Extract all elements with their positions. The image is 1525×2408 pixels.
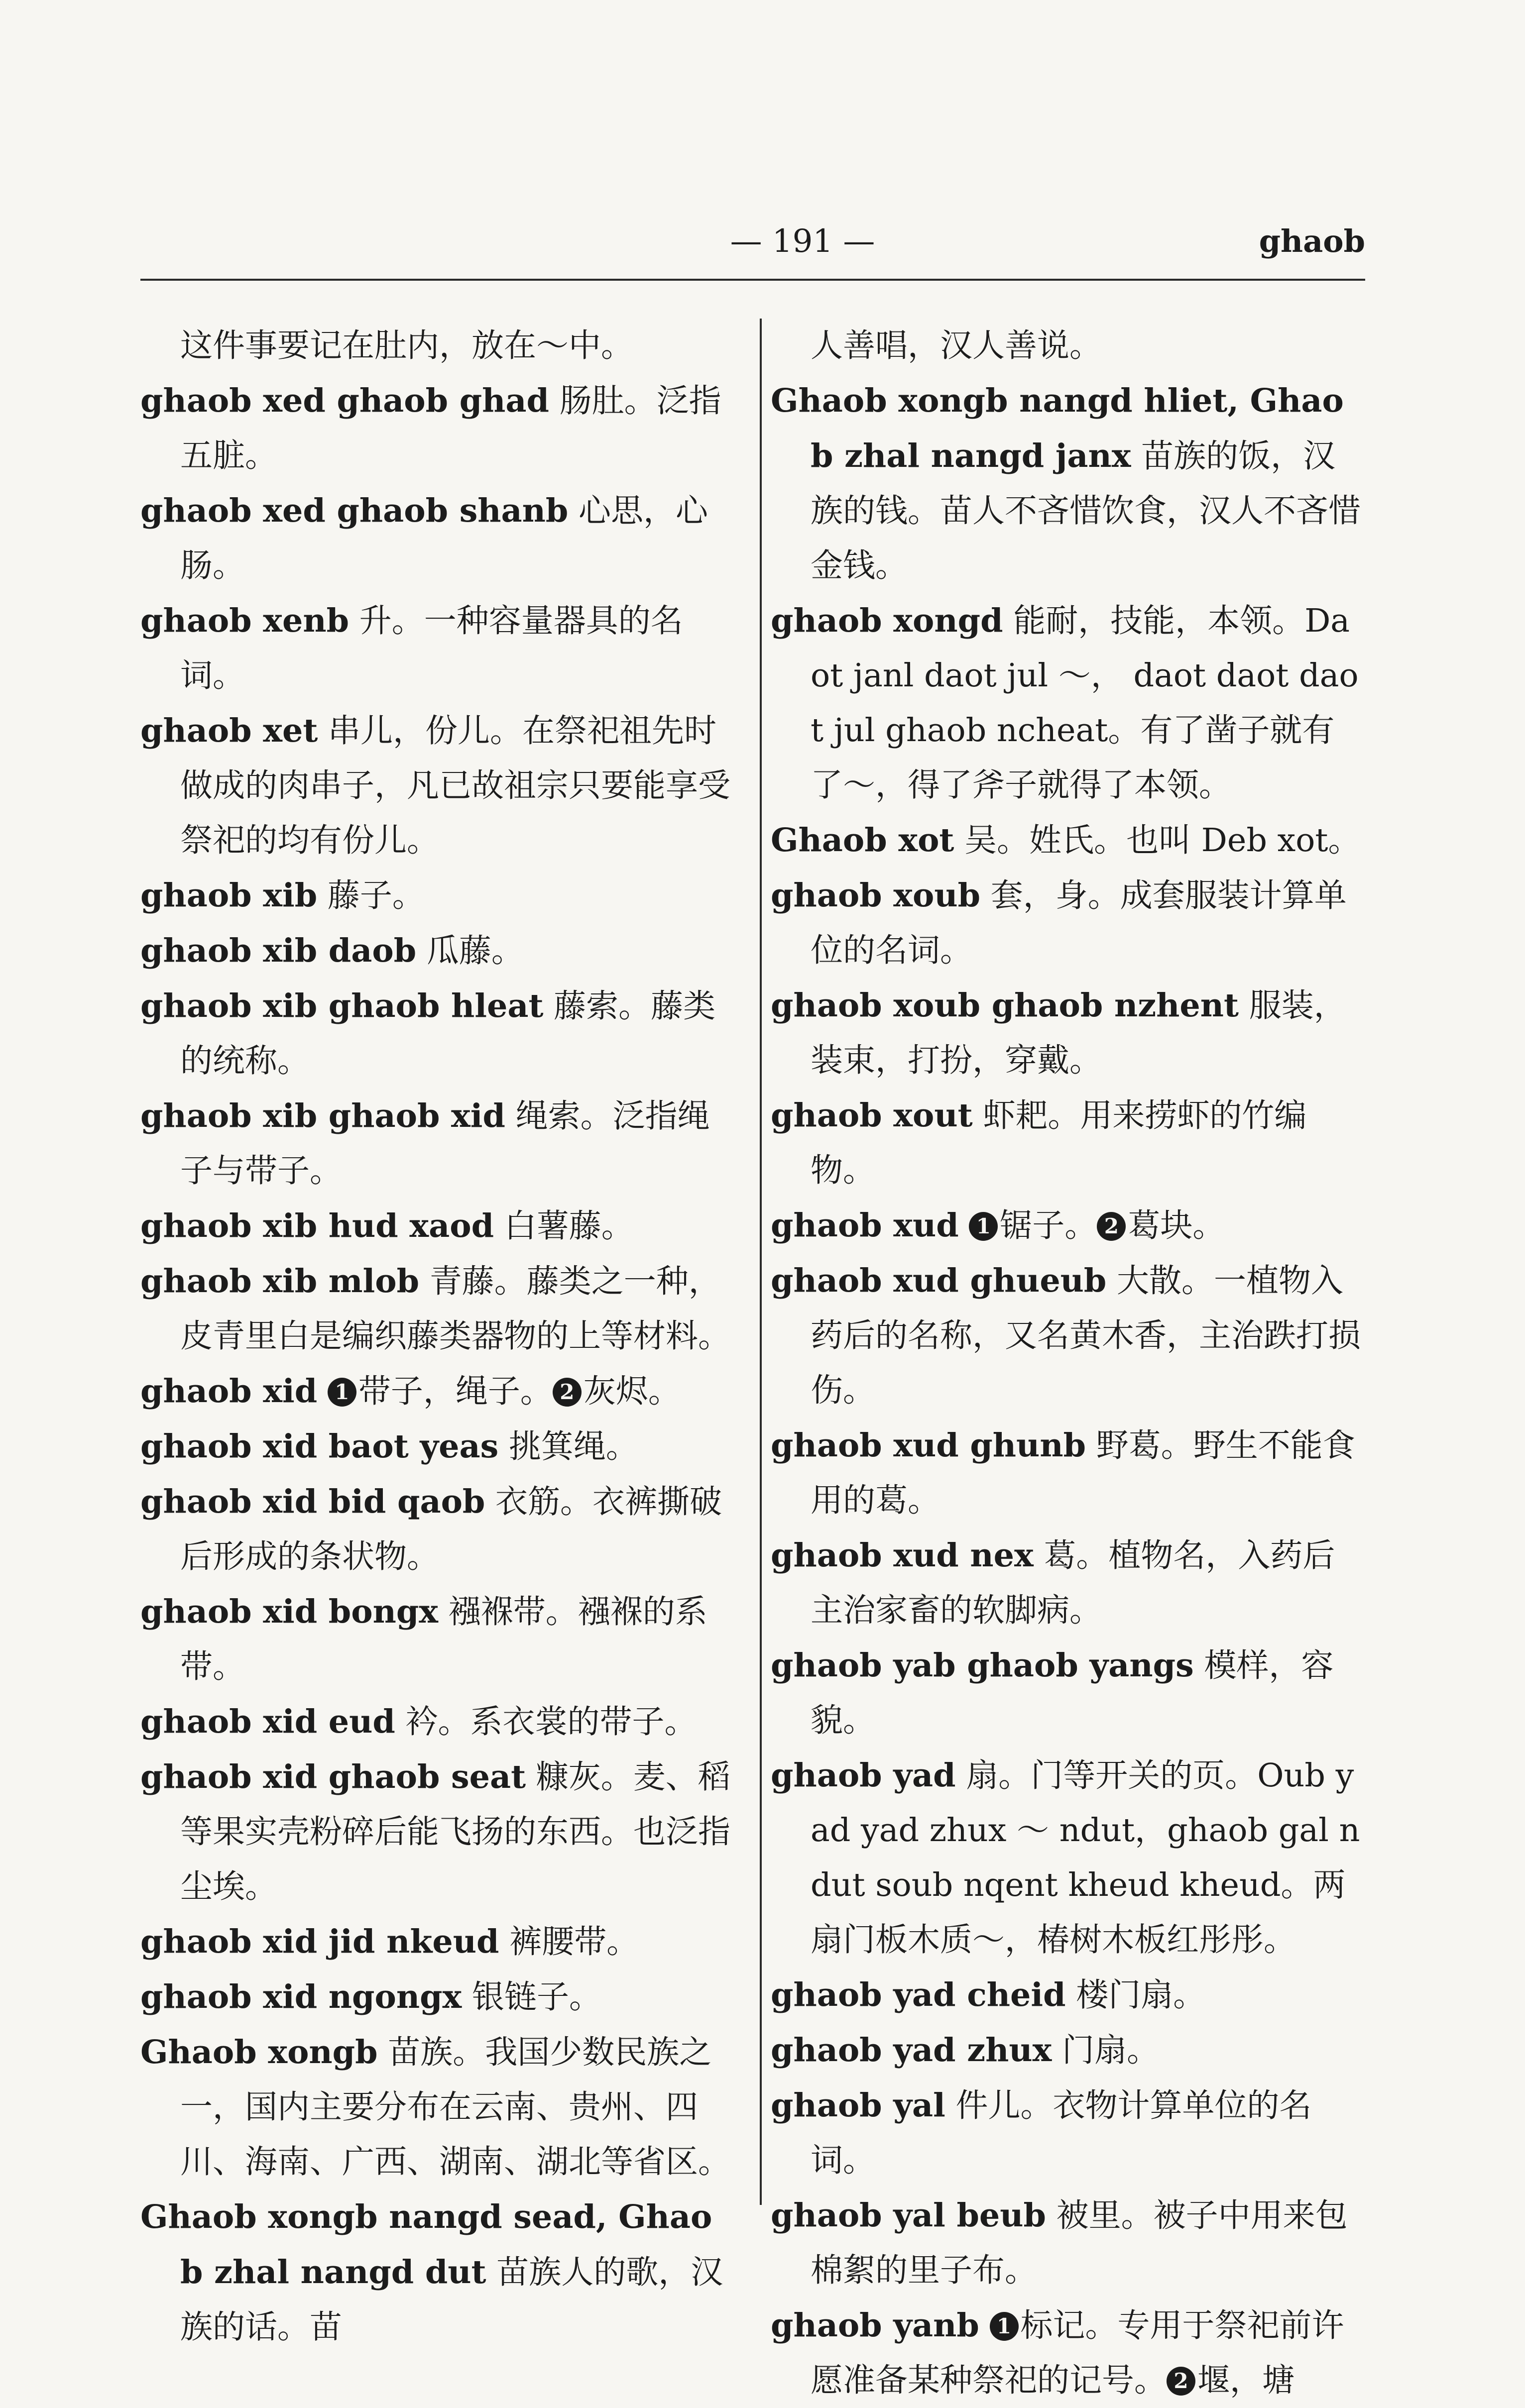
entry-headword: ghaob yal beub [771, 2196, 1046, 2234]
entry-headword: Ghaob xongb nangd hliet, Ghaob zhal nangd janx [771, 382, 1344, 475]
entry-headword: ghaob xib [140, 876, 318, 914]
dictionary-entry [140, 1199, 733, 1254]
entry-definition: 能耐，技能，本领。Daot janl daot jul ～， daot daot daot jul ghaob ncheat。有了凿子就有了～，得了斧子就得了本领。 [811, 602, 1359, 804]
entry-sense-1: 标记。专用于祭祀前许愿准备某种祭祀的记号。 [811, 2307, 1344, 2399]
entry-sense-1: 带子，绳子。 [358, 1373, 553, 1410]
entry-headword: ghaob xid eud [140, 1703, 395, 1741]
entry-definition: 挑箕绳。 [498, 1428, 638, 1465]
sense-number-2: 2 [1167, 2367, 1195, 2396]
entry-headword: ghaob xud nex [771, 1536, 1034, 1574]
entry-headword: ghaob xed ghaob shanb [140, 492, 569, 530]
dictionary-entry [140, 1970, 733, 2025]
dictionary-entry [140, 1364, 733, 1419]
dictionary-entry [140, 1750, 733, 1914]
entry-definition: 升。一种容量器具的名词。 [180, 602, 683, 694]
sense-number-1: 1 [328, 1378, 356, 1407]
entry-headword: ghaob yad cheid [771, 1976, 1066, 2014]
entry-headword: ghaob xib hud xaod [140, 1207, 494, 1245]
entry-headword: ghaob xongd [771, 602, 1003, 640]
entry-definition: 苗族。我国少数民族之一，国内主要分布在云南、贵州、四川、海南、广西、湖南、湖北等省区。 [180, 2034, 731, 2181]
entry-definition: 藤子。 [317, 877, 425, 914]
sense-number-1: 1 [969, 1212, 998, 1241]
page-number: — 191 — [730, 223, 875, 260]
dictionary-entry [771, 1253, 1363, 1418]
dictionary-entry [771, 1198, 1363, 1253]
entry-definition: 裤腰带。 [499, 1923, 639, 1961]
entry-headword: ghaob xet [140, 712, 318, 750]
entry-definition: 服装，装束，打扮，穿戴。 [811, 987, 1346, 1079]
dictionary-entry [140, 868, 733, 923]
entry-headword: ghaob yal [771, 2086, 945, 2124]
dictionary-entry [140, 2025, 733, 2189]
dictionary-entry [140, 1254, 733, 1364]
entry-headword: ghaob xoub [771, 876, 981, 914]
entry-sense-2: 堰，塘 [1197, 2362, 1295, 2399]
right-column [771, 319, 1363, 2408]
entry-definition: 苗族人的歌，汉族的话。苗 [180, 2254, 723, 2346]
entry-definition: 衣筋。衣裤撕破后形成的条状物。 [180, 1483, 722, 1575]
entry-sense-1: 锯子。 [1000, 1207, 1097, 1244]
entry-headword: ghaob xib daob [140, 932, 417, 970]
entry-headword: Ghaob xot [771, 821, 954, 859]
entry-headword: Ghaob xongb [140, 2033, 378, 2071]
entry-headword: Ghaob xongb nangd sead, Ghaob zhal nangd dut [140, 2198, 712, 2291]
entry-headword: ghaob xenb [140, 602, 350, 640]
dictionary-entry [771, 1748, 1363, 1968]
entry-definition: 虾耙。用来捞虾的竹编物。 [811, 1097, 1307, 1189]
entry-headword: ghaob xud ghueub [771, 1262, 1107, 1300]
entry-definition: 肠肚。泛指五脏。 [180, 382, 721, 474]
entry-headword: ghaob xid baot yeas [140, 1427, 499, 1465]
entry-definition: 楼门扇。 [1065, 1976, 1206, 2014]
dictionary-entry [771, 593, 1363, 813]
entry-definition: 模样，容貌。 [811, 1647, 1334, 1739]
dictionary-entry [771, 1528, 1363, 1638]
entry-definition: 件儿。衣物计算单位的名词。 [811, 2087, 1312, 2179]
dictionary-entry [140, 483, 733, 593]
entry-headword: ghaob xed ghaob ghad [140, 382, 549, 420]
entry-headword: ghaob yad zhux [771, 2031, 1052, 2069]
entry-headword: ghaob xout [771, 1096, 973, 1134]
entry-headword: ghaob xib ghaob hleat [140, 987, 544, 1025]
entry-definition: 青藤。藤类之一种，皮青里白是编织藤类器物的上等材料。 [180, 1263, 731, 1355]
dictionary-entry [140, 703, 733, 868]
page-header [140, 219, 1365, 264]
entry-definition: 套，身。成套服装计算单位的名词。 [811, 877, 1347, 969]
entry-definition: 绳索。泛指绳子与带子。 [180, 1097, 710, 1190]
entry-headword: ghaob yab ghaob yangs [771, 1646, 1194, 1684]
entry-headword: ghaob yad [771, 1756, 956, 1794]
entry-definition: 葛。植物名，入药后主治家畜的软脚病。 [811, 1537, 1335, 1629]
entry-headword: ghaob xib mlob [140, 1262, 420, 1300]
dictionary-entry [771, 1968, 1363, 2023]
dictionary-entry [140, 1474, 733, 1584]
dictionary-entry [771, 1638, 1363, 1748]
dictionary-entry [771, 2023, 1363, 2078]
dictionary-entry [140, 593, 733, 703]
entry-headword: ghaob xid jid nkeud [140, 1923, 499, 1961]
dictionary-entry [140, 1914, 733, 1970]
entry-headword: ghaob xib ghaob xid [140, 1097, 505, 1135]
entry-definition: 瓜藤。 [416, 932, 524, 970]
entry-headword: ghaob xud [771, 1206, 959, 1244]
dictionary-entry [140, 1089, 733, 1199]
entry-definition: 银链子。 [462, 1978, 601, 2016]
entry-headword: ghaob xid bid qaob [140, 1483, 485, 1521]
running-head: ghaob [1259, 223, 1365, 259]
entry-definition: 藤索。藤类的统称。 [180, 987, 716, 1080]
sense-number-2: 2 [553, 1378, 582, 1407]
entry-definition: 糠灰。麦、稻等果实壳粉碎后能飞扬的东西。也泛指尘埃。 [180, 1758, 731, 1905]
entry-definition: 大散。一植物入药后的名称，又名黄木香，主治跌打损伤。 [811, 1262, 1361, 1409]
dictionary-entry [771, 868, 1363, 978]
entry-headword: ghaob xid ghaob seat [140, 1758, 526, 1796]
dictionary-entry [771, 2298, 1363, 2408]
dictionary-entry [771, 319, 1363, 373]
entry-definition: 吴。姓氏。也叫 Deb xot。 [954, 822, 1361, 859]
entry-sense-2: 葛块。 [1128, 1207, 1225, 1244]
dictionary-entry [771, 813, 1363, 868]
entry-headword: ghaob xoub ghaob nzhent [771, 986, 1239, 1024]
dictionary-entry [140, 979, 733, 1089]
dictionary-entry [771, 1088, 1363, 1198]
dictionary-entry [140, 1584, 733, 1694]
header-rule [140, 279, 1365, 281]
dictionary-entry [771, 2078, 1363, 2188]
entry-definition: 苗族的饭，汉族的钱。苗人不吝惜饮食，汉人不吝惜金钱。 [811, 438, 1361, 584]
entry-headword: ghaob xid ngongx [140, 1978, 462, 2016]
dictionary-entry [140, 1419, 733, 1474]
entry-definition: 野葛。野生不能食用的葛。 [811, 1427, 1355, 1519]
entry-headword: ghaob xid bongx [140, 1593, 439, 1631]
entry-definition: 心思，心肠。 [180, 492, 708, 584]
entry-headword: ghaob xid [140, 1372, 318, 1410]
dictionary-entry [140, 319, 733, 373]
column-divider [760, 319, 762, 2205]
entry-sense-2: 灰烬。 [583, 1373, 681, 1410]
dictionary-entry [771, 978, 1363, 1088]
entry-definition: 串儿，份儿。在祭祀祖先时做成的肉串子，凡已故祖宗只要能享受祭祀的均有份儿。 [180, 712, 731, 859]
entry-definition: 人善唱，汉人善说。 [811, 327, 1102, 364]
entry-headword: ghaob yanb [771, 2306, 979, 2344]
entry-definition: 这件事要记在肚内，放在～中。 [180, 327, 634, 364]
sense-number-1: 1 [990, 2312, 1019, 2341]
entry-definition: 门扇。 [1052, 2032, 1160, 2069]
dictionary-entry [140, 923, 733, 979]
dictionary-entry [771, 1418, 1363, 1528]
left-column [140, 319, 733, 2355]
dictionary-entry [140, 2189, 733, 2355]
sense-number-2: 2 [1097, 1212, 1126, 1241]
dictionary-entry [771, 373, 1363, 593]
entry-definition: 扇。门等开关的页。Oub yad yad zhux ～ ndut，ghaob gal ndut soub nqent kheud kheud。两扇门板木质～，椿树木板红彤彤。 [811, 1757, 1360, 1959]
dictionary-entry [771, 2188, 1363, 2298]
entry-definition: 被里。被子中用来包棉絮的里子布。 [811, 2197, 1348, 2289]
entry-definition: 襁褓带。襁褓的系带。 [180, 1593, 707, 1685]
entry-definition: 白薯藤。 [494, 1207, 634, 1245]
dictionary-entry [140, 373, 733, 483]
entry-definition: 衿。系衣裳的带子。 [395, 1703, 697, 1741]
dictionary-entry [140, 1694, 733, 1750]
entry-headword: ghaob xud ghunb [771, 1426, 1086, 1464]
